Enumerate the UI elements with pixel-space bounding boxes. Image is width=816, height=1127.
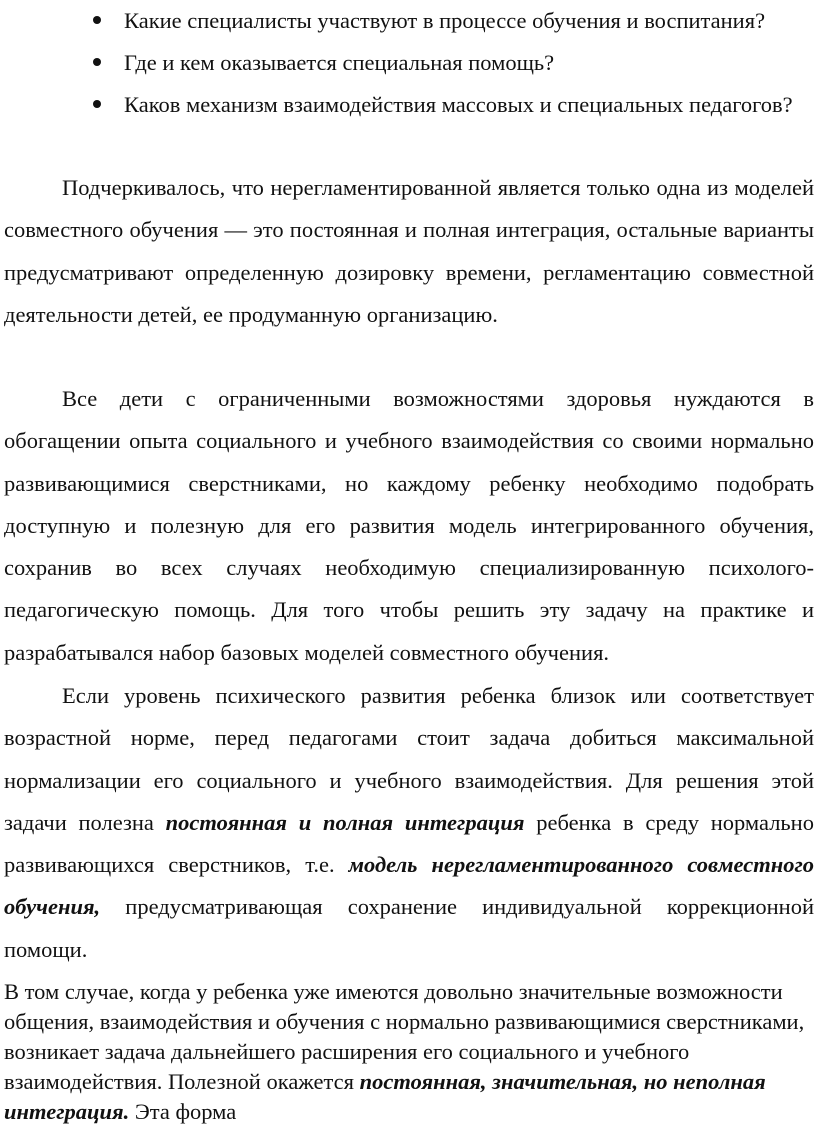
- paragraph-2: Все дети с ограниченными возможностями здоровья нуждаются в обогащении опыта социального и учебного взаимодействия со своими нормально развивающимися сверстниками, но каждому ребенку необходимо подобрать доступную и полезную для его развития модель интегрированного обучения, сохранив во всех случаях необходимую специализированную психолого-педагогическую помощь. Для того чтобы решить эту задачу на практике и разрабатывался набор базовых моделей совместного обучения.: [4, 386, 814, 665]
- bullet-dot-icon: [93, 58, 101, 66]
- bullet-list: [0, 0, 816, 126]
- paragraph-4-text-c: Эта форма: [129, 1099, 237, 1124]
- list-item-text: Какие специалисты участвуют в процессе обучения и воспитания?: [124, 8, 766, 33]
- paragraph-3-text-e: предусматривающая сохранение индивидуальной коррекционной помощи.: [4, 894, 814, 962]
- paragraph-3-text-c: ребенка в среду нормально развивающихся сверстников, т.е.: [4, 809, 814, 878]
- list-item: [0, 84, 816, 126]
- paragraph-4: [4, 977, 814, 1127]
- bullet-dot-icon: [93, 16, 101, 24]
- paragraph-3: [4, 675, 814, 971]
- paragraph-3-emphasis-2: модель нерегламентированного совместного обучения,: [4, 852, 814, 920]
- list-item-text: Каков механизм взаимодействия массовых и специальных педагогов?: [124, 92, 793, 117]
- paragraph-1: Подчеркивалось, что нерегламентированной является только одна из моделей совместного обучения — это постоянная и полная интеграция, остальные варианты предусматривают определенную дозировку времени, регламентацию совместной деятельности детей, ее продуманную организацию.: [4, 175, 814, 327]
- paragraph-4-text-a: В том случае, когда у ребенка уже имеются довольно значительные возможности общения, взаимодействия и обучения с нормально развивающимися сверстниками, возникает задача дальнейшего расширения его социального и учебного взаимодействия. Полезной окажется: [4, 979, 805, 1094]
- list-item: [0, 0, 816, 42]
- paragraph-3-emphasis-1: постоянная и полная интеграция: [165, 809, 525, 835]
- bullet-dot-icon: [93, 100, 101, 108]
- paragraph-4-emphasis: постоянная, значительная, но неполная интеграция.: [4, 1069, 766, 1124]
- list-item-text: Где и кем оказывается специальная помощь?: [124, 50, 555, 75]
- list-item: [0, 42, 816, 84]
- paragraph-3-text-a: Если уровень психического развития ребенка близок или соответствует возрастной норме, перед педагогами стоит задача добиться максимальной нормализации его социального и учебного взаимодействия. Для решения этой задачи полезна: [4, 683, 814, 835]
